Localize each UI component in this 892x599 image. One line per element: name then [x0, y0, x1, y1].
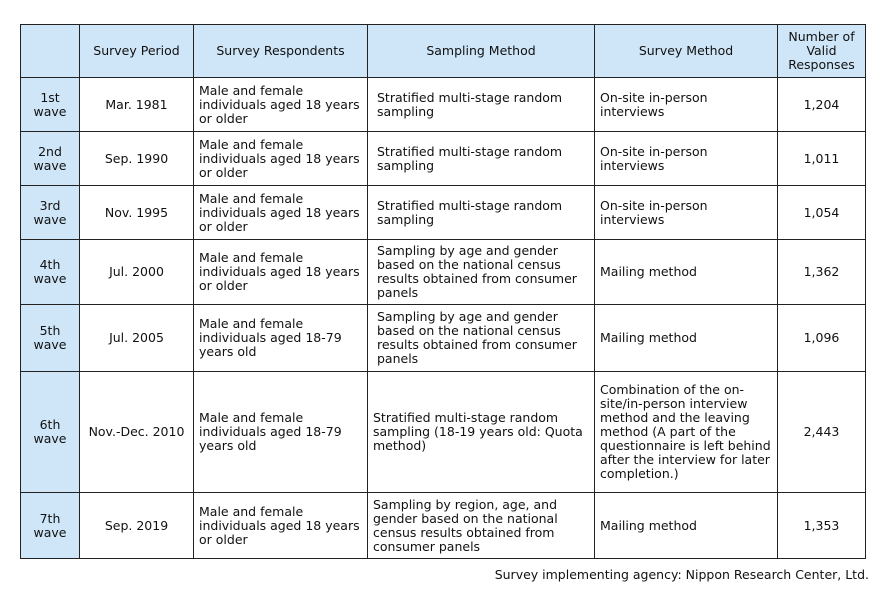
responses-cell: 1,362: [778, 240, 866, 305]
table-row: [21, 78, 866, 132]
header-valid-responses: Number of Valid Responses: [778, 25, 866, 78]
header-survey-method: Survey Method: [595, 25, 778, 78]
header-survey-period: Survey Period: [80, 25, 194, 78]
header-sampling-method: Sampling Method: [368, 25, 595, 78]
table-row: [21, 372, 866, 493]
respondents-cell: Male and female individuals aged 18-79 years old: [194, 372, 368, 493]
wave-cell: 7th wave: [21, 493, 80, 559]
table-row: [21, 305, 866, 372]
responses-cell: 2,443: [778, 372, 866, 493]
sampling-cell: Stratified multi-stage random sampling: [368, 78, 595, 132]
period-cell: Nov.-Dec. 2010: [80, 372, 194, 493]
period-cell: Nov. 1995: [80, 186, 194, 240]
respondents-cell: Male and female individuals aged 18 years or older: [194, 78, 368, 132]
responses-cell: 1,011: [778, 132, 866, 186]
footer-note: Survey implementing agency: Nippon Research Center, Ltd.: [494, 567, 869, 582]
table-row: [21, 132, 866, 186]
responses-cell: 1,204: [778, 78, 866, 132]
method-cell: On-site in-person interviews: [595, 186, 778, 240]
responses-cell: 1,096: [778, 305, 866, 372]
header-survey-respondents: Survey Respondents: [194, 25, 368, 78]
method-cell: Mailing method: [595, 305, 778, 372]
period-cell: Sep. 2019: [80, 493, 194, 559]
method-cell: Mailing method: [595, 240, 778, 305]
respondents-cell: Male and female individuals aged 18 years or older: [194, 493, 368, 559]
wave-cell: 1st wave: [21, 78, 80, 132]
method-cell: On-site in-person interviews: [595, 132, 778, 186]
sampling-cell: Sampling by region, age, and gender based on the national census results obtained from consumer panels: [368, 493, 595, 559]
header-row: [21, 25, 866, 78]
responses-cell: 1,353: [778, 493, 866, 559]
sampling-cell: Stratified multi-stage random sampling: [368, 132, 595, 186]
wave-cell: 2nd wave: [21, 132, 80, 186]
table-row: [21, 186, 866, 240]
wave-cell: 4th wave: [21, 240, 80, 305]
period-cell: Jul. 2000: [80, 240, 194, 305]
respondents-cell: Male and female individuals aged 18 years or older: [194, 240, 368, 305]
header-blank-cell: [21, 25, 80, 78]
sampling-cell: Stratified multi-stage random sampling: [368, 186, 595, 240]
period-cell: Jul. 2005: [80, 305, 194, 372]
method-cell: Mailing method: [595, 493, 778, 559]
period-cell: Mar. 1981: [80, 78, 194, 132]
wave-cell: 6th wave: [21, 372, 80, 493]
method-cell: On-site in-person interviews: [595, 78, 778, 132]
table-row: [21, 493, 866, 559]
sampling-cell: Sampling by age and gender based on the national census results obtained from consumer panels: [368, 240, 595, 305]
responses-cell: 1,054: [778, 186, 866, 240]
wave-cell: 3rd wave: [21, 186, 80, 240]
period-cell: Sep. 1990: [80, 132, 194, 186]
respondents-cell: Male and female individuals aged 18 years or older: [194, 132, 368, 186]
method-cell: Combination of the on-site/in-person interview method and the leaving method (A part of the questionnaire is left behind after the interview for later completion.): [595, 372, 778, 493]
table-row: [21, 240, 866, 305]
respondents-cell: Male and female individuals aged 18-79 years old: [194, 305, 368, 372]
wave-cell: 5th wave: [21, 305, 80, 372]
respondents-cell: Male and female individuals aged 18 years or older: [194, 186, 368, 240]
sampling-cell: Stratified multi-stage random sampling (18-19 years old: Quota method): [368, 372, 595, 493]
survey-table: [20, 24, 866, 559]
sampling-cell: Sampling by age and gender based on the national census results obtained from consumer panels: [368, 305, 595, 372]
